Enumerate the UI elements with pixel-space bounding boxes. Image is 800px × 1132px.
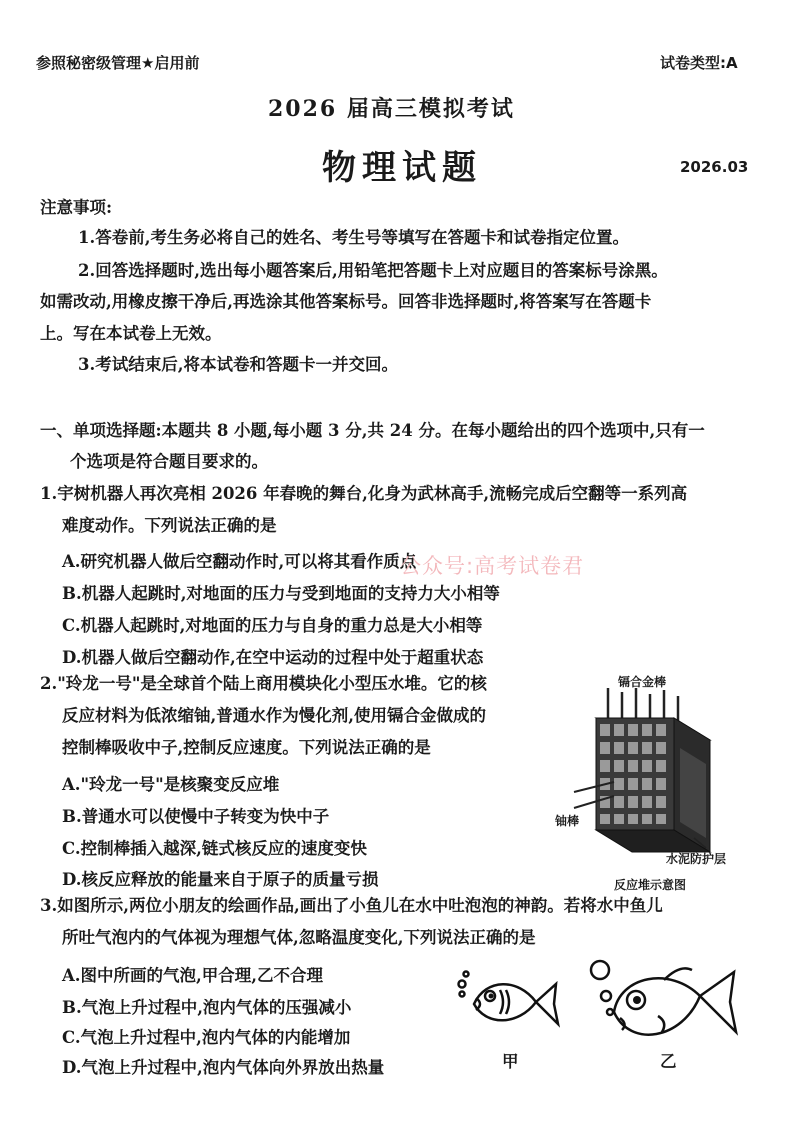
q3-option-b: B.气泡上升过程中,泡内气体的压强减小 xyxy=(62,998,352,1017)
q3-option-d: D.气泡上升过程中,泡内气体向外界放出热量 xyxy=(62,1058,385,1077)
reactor-label-concrete: 水泥防护层 xyxy=(666,852,727,866)
reactor-diagram xyxy=(570,688,730,864)
reactor-label-uranium: 铀棒 xyxy=(555,814,580,828)
q3-option-a: A.图中所画的气泡,甲合理,乙不合理 xyxy=(62,966,324,985)
notice-item-2-cont: 如需改动,用橡皮擦干净后,再选涂其他答案标号。回答非选择题时,将答案写在答题卡 xyxy=(40,292,652,311)
q1-stem-cont: 难度动作。下列说法正确的是 xyxy=(62,516,277,535)
page-title: 物理试题 xyxy=(322,148,482,188)
notice-item-3: 3.考试结束后,将本试卷和答题卡一并交回。 xyxy=(78,355,398,374)
notice-item-2-end: 上。写在本试卷上无效。 xyxy=(40,324,222,343)
fish-a-illustration xyxy=(456,968,566,1048)
reactor-label-rods: 镉合金棒 xyxy=(618,675,667,689)
fish-b-illustration xyxy=(584,958,754,1054)
q1-option-b: B.机器人起跳时,对地面的压力与受到地面的支持力大小相等 xyxy=(62,584,500,603)
watermark: 公众号:高考试卷君 xyxy=(400,554,585,578)
secrecy-label: 参照秘密级管理★启用前 xyxy=(36,54,200,72)
q1-stem: 1.宇树机器人再次亮相 2026 年春晚的舞台,化身为武林高手,流畅完成后空翻等一系列高 xyxy=(40,484,688,503)
q2-option-b: B.普通水可以使慢中子转变为快中子 xyxy=(62,807,330,826)
q2-option-c: C.控制棒插入越深,链式核反应的速度变快 xyxy=(62,839,367,858)
q3-stem-cont: 所吐气泡内的气体视为理想气体,忽略温度变化,下列说法正确的是 xyxy=(62,928,536,947)
q3-stem: 3.如图所示,两位小朋友的绘画作品,画出了小鱼儿在水中吐泡泡的神韵。若将水中鱼儿 xyxy=(40,896,663,915)
q2-option-a: A."玲龙一号"是核聚变反应堆 xyxy=(62,775,280,794)
exam-subtitle: 2026 届高三模拟考试 xyxy=(268,96,515,122)
section-heading-cont: 个选项是符合题目要求的。 xyxy=(70,452,268,471)
notice-heading: 注意事项: xyxy=(40,198,113,217)
q1-option-d: D.机器人做后空翻动作,在空中运动的过程中处于超重状态 xyxy=(62,648,484,667)
q2-stem: 2."玲龙一号"是全球首个陆上商用模块化小型压水堆。它的核 xyxy=(40,674,487,693)
q2-stem-end: 控制棒吸收中子,控制反应速度。下列说法正确的是 xyxy=(62,738,431,757)
fish-a-label: 甲 xyxy=(502,1052,519,1071)
q2-stem-cont: 反应材料为低浓缩铀,普通水作为慢化剂,使用镉合金做成的 xyxy=(62,706,486,725)
exam-date: 2026.03 xyxy=(680,158,749,176)
paper-type-label: 试卷类型:A xyxy=(660,54,738,72)
notice-item-1: 1.答卷前,考生务必将自己的姓名、考生号等填写在答题卡和试卷指定位置。 xyxy=(78,228,629,247)
fish-b-label: 乙 xyxy=(660,1052,677,1071)
q2-option-d: D.核反应释放的能量来自于原子的质量亏损 xyxy=(62,870,379,889)
q3-option-c: C.气泡上升过程中,泡内气体的内能增加 xyxy=(62,1028,351,1047)
section-heading: 一、单项选择题:本题共 8 小题,每小题 3 分,共 24 分。在每小题给出的四个选项中,只有一 xyxy=(40,421,705,440)
q1-option-c: C.机器人起跳时,对地面的压力与自身的重力总是大小相等 xyxy=(62,616,483,635)
q1-option-a: A.研究机器人做后空翻动作时,可以将其看作质点 xyxy=(62,552,417,571)
reactor-caption: 反应堆示意图 xyxy=(614,878,687,892)
notice-item-2: 2.回答选择题时,选出每小题答案后,用铅笔把答题卡上对应题目的答案标号涂黑。 xyxy=(78,261,668,280)
